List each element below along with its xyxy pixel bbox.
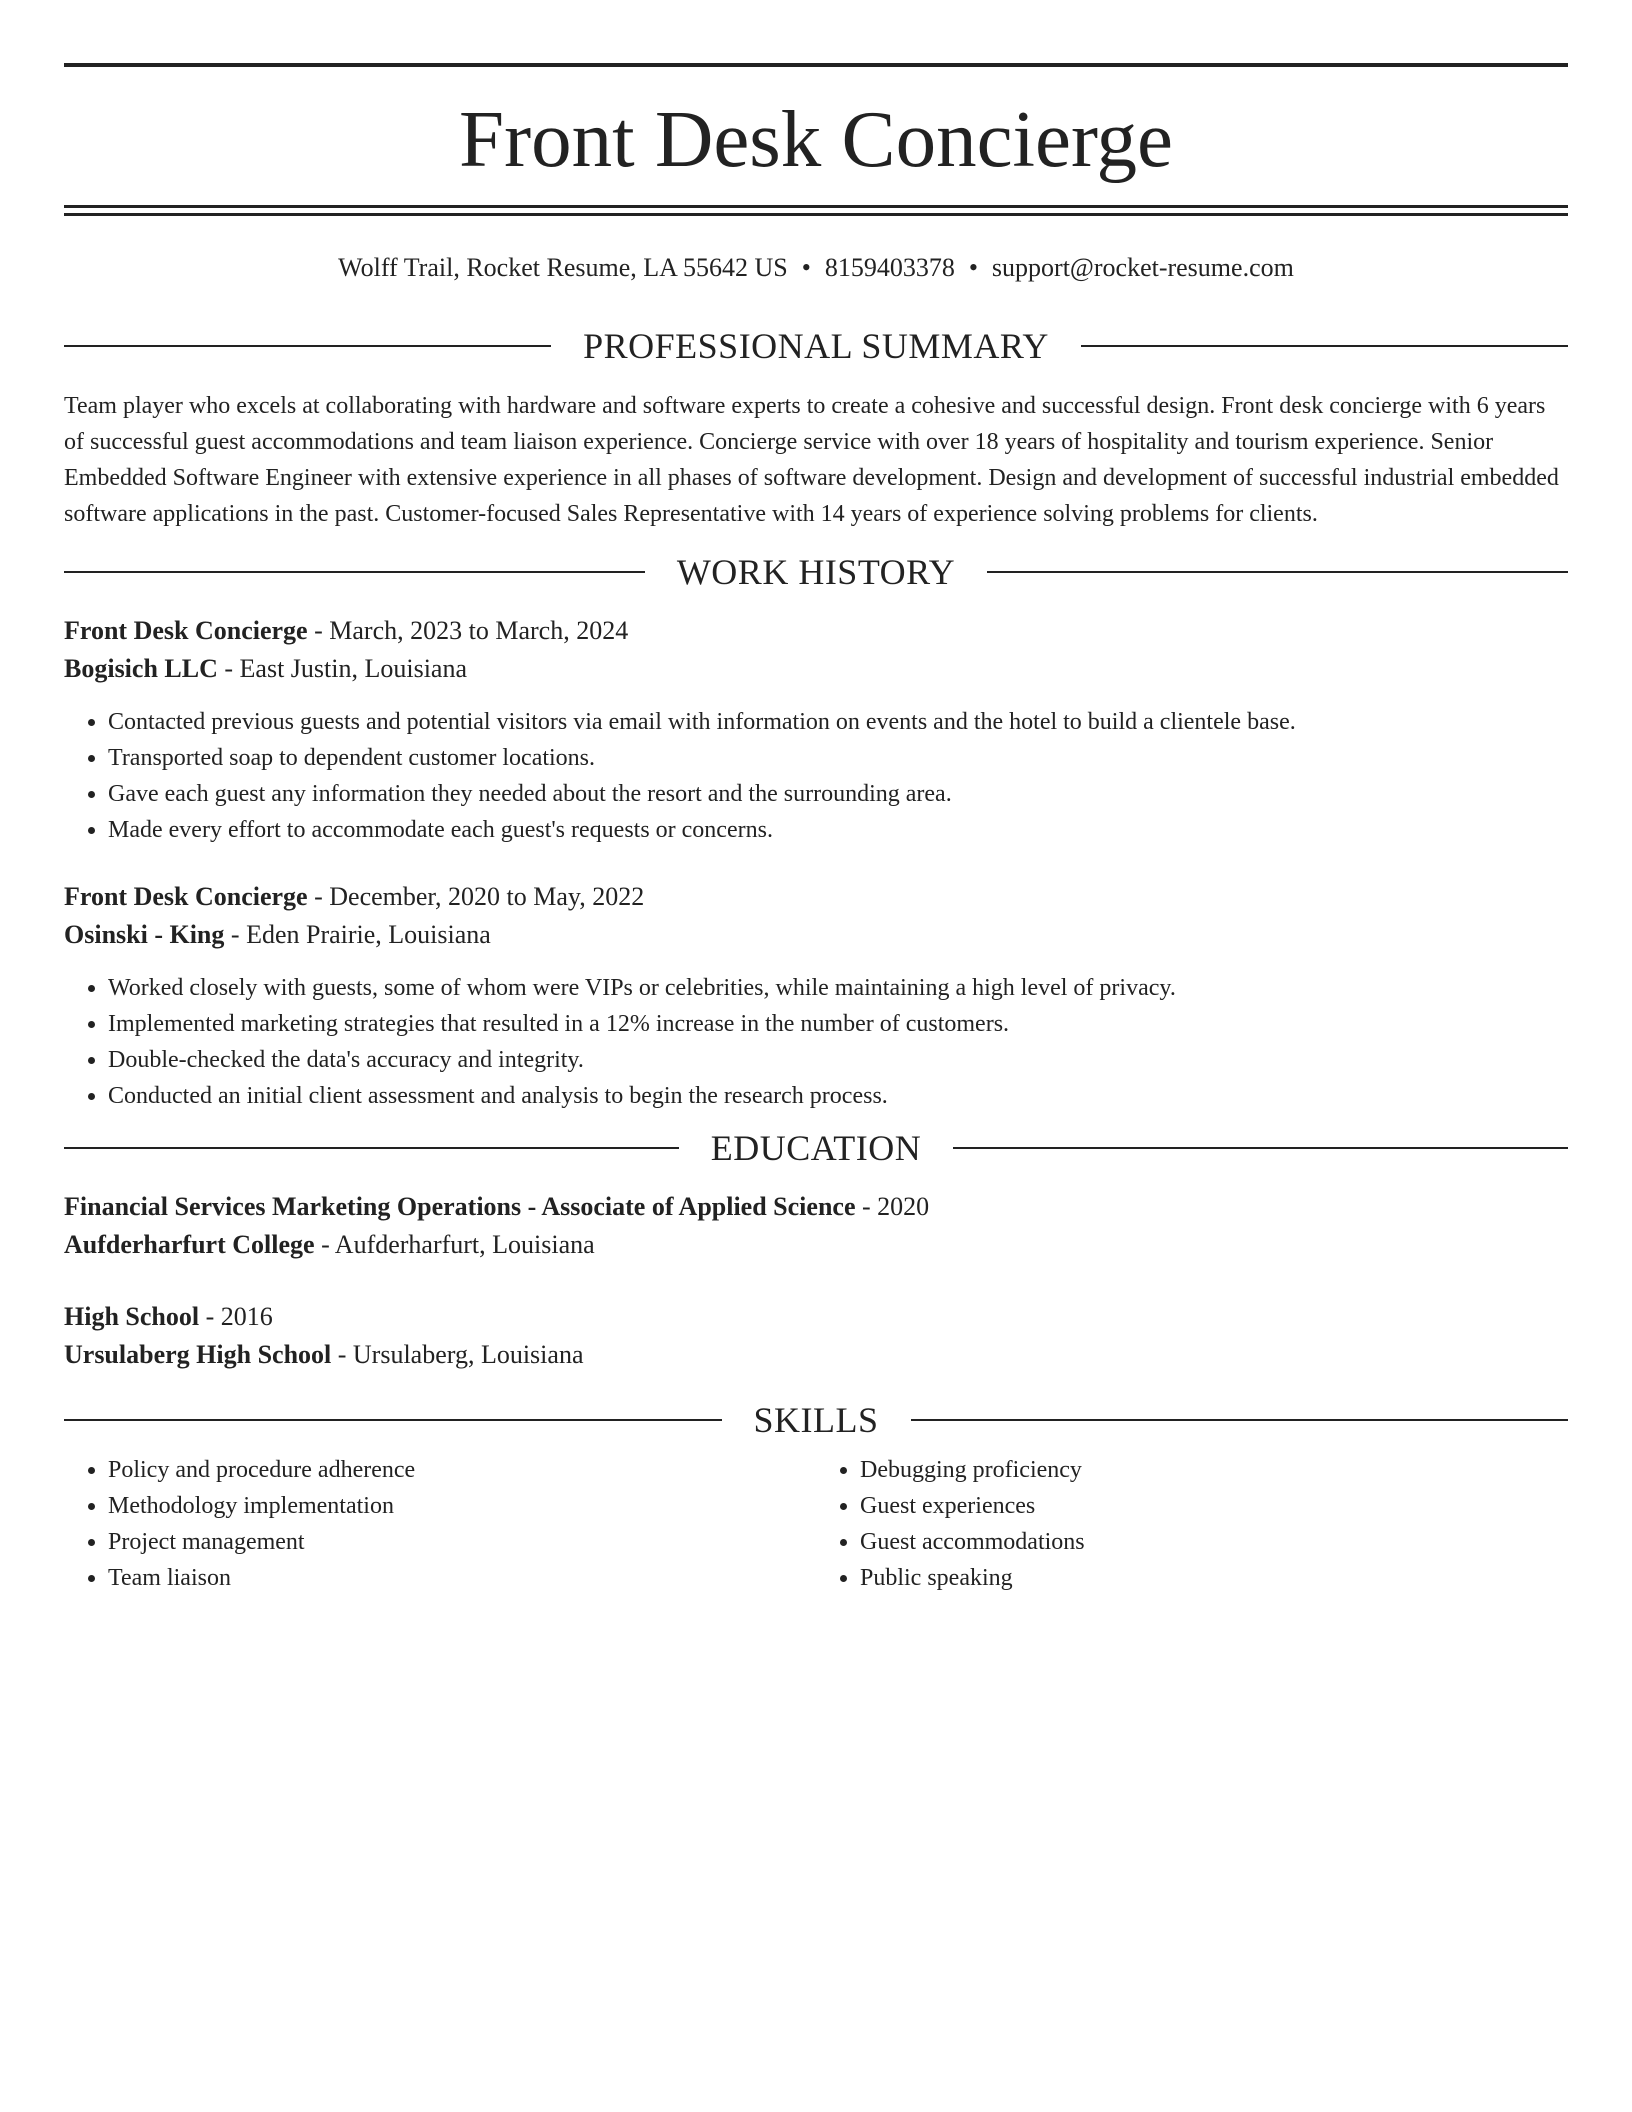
list-item: • Public speaking — [860, 1560, 1568, 1596]
job-location: - Eden Prairie, Louisiana — [224, 920, 491, 949]
education-year: - 2016 — [199, 1302, 273, 1331]
section-heading-skills — [64, 1400, 1568, 1440]
list-item: • Made every effort to accommodate each guest's requests or concerns. — [108, 812, 1568, 848]
heading-rule — [987, 571, 1568, 573]
job-entry — [64, 612, 1568, 848]
contact-phone: 8159403378 — [824, 253, 955, 282]
skills-list — [64, 1452, 1568, 1596]
job-dates: - December, 2020 to May, 2022 — [307, 882, 645, 911]
education-degree-line — [64, 1188, 1568, 1226]
list-item: • Double-checked the data's accuracy and integrity. — [108, 1042, 1568, 1078]
list-item: • Team liaison — [108, 1560, 816, 1596]
list-item: • Transported soap to dependent customer locations. — [108, 740, 1568, 776]
list-item: • Project management — [108, 1524, 816, 1560]
job-entry — [64, 878, 1568, 1114]
skills-column-right — [816, 1452, 1568, 1596]
education-location: - Ursulaberg, Louisiana — [331, 1340, 584, 1369]
education-entry — [64, 1298, 1568, 1374]
contact-separator: • — [801, 253, 811, 282]
education-school-line — [64, 1336, 1568, 1374]
list-item: • Gave each guest any information they needed about the resort and the surrounding area. — [108, 776, 1568, 812]
section-title: PROFESSIONAL SUMMARY — [583, 326, 1049, 366]
job-company: Osinski - King — [64, 920, 225, 949]
list-item: • Worked closely with guests, some of whom were VIPs or celebrities, while maintaining a high level of privacy. — [108, 970, 1568, 1006]
education-school: Ursulaberg High School — [64, 1340, 332, 1369]
job-title-line — [64, 878, 1568, 916]
section-title: EDUCATION — [710, 1128, 922, 1168]
education-entry — [64, 1188, 1568, 1264]
heading-rule — [64, 571, 645, 573]
job-location: - East Justin, Louisiana — [217, 654, 468, 683]
heading-rule — [64, 345, 551, 347]
skills-column-left — [64, 1452, 816, 1596]
professional-summary: Team player who excels at collaborating with hardware and software experts to create a cohesive and successful design. Front desk concierge with 6 years of successful guest accommodations and team liaison experience. Concierge service with over 18 years of hospitality and tourism experience. Senior Embedded Software Engineer with extensive experience in all phases of software development. Design and development of successful industrial embedded software applications in the past. Customer-focused Sales Representative with 14 years of experience solving problems for clients. — [64, 393, 1559, 527]
education-school-line — [64, 1226, 1568, 1264]
heading-rule — [64, 1419, 722, 1421]
list-item: • Methodology implementation — [108, 1488, 816, 1524]
contact-separator: • — [968, 253, 978, 282]
section-title: SKILLS — [753, 1400, 879, 1440]
job-company-line — [64, 916, 1568, 954]
job-bullets — [64, 970, 1568, 1114]
list-item: • Conducted an initial client assessment and analysis to begin the research process. — [108, 1078, 1568, 1114]
education-degree: High School — [64, 1302, 200, 1331]
heading-rule — [911, 1419, 1569, 1421]
job-company: Bogisich LLC — [64, 654, 218, 683]
contact-email: support@rocket-resume.com — [991, 253, 1294, 282]
education-year: - 2020 — [855, 1192, 930, 1221]
job-title-line — [64, 612, 1568, 650]
contact-line — [64, 248, 1568, 288]
education-degree-line — [64, 1298, 1568, 1336]
section-title: WORK HISTORY — [676, 552, 956, 592]
heading-rule — [64, 1147, 679, 1149]
job-company-line — [64, 650, 1568, 688]
list-item: • Policy and procedure adherence — [108, 1452, 816, 1488]
job-title: Front Desk Concierge — [64, 616, 308, 645]
job-title: Front Desk Concierge — [64, 882, 308, 911]
education-location: - Aufderharfurt, Louisiana — [314, 1230, 595, 1259]
heading-rule — [1081, 345, 1568, 347]
resume-name: Front Desk Concierge — [459, 94, 1173, 184]
heading-rule — [953, 1147, 1568, 1149]
list-item: • Debugging proficiency — [860, 1452, 1568, 1488]
list-item: • Implemented marketing strategies that resulted in a 12% increase in the number of customers. — [108, 1006, 1568, 1042]
job-bullets — [64, 704, 1568, 848]
list-item: • Guest experiences — [860, 1488, 1568, 1524]
section-heading-summary — [64, 326, 1568, 366]
double-rule — [64, 205, 1568, 216]
section-heading-education — [64, 1128, 1568, 1168]
list-item: • Contacted previous guests and potential visitors via email with information on events and the hotel to build a clientele base. — [108, 704, 1568, 740]
contact-address: Wolff Trail, Rocket Resume, LA 55642 US — [338, 253, 788, 282]
top-rule — [64, 63, 1568, 67]
section-heading-work — [64, 552, 1568, 592]
list-item: • Guest accommodations — [860, 1524, 1568, 1560]
education-school: Aufderharfurt College — [64, 1230, 315, 1259]
education-degree: Financial Services Marketing Operations - Associate of Applied Science — [64, 1192, 856, 1221]
job-dates: - March, 2023 to March, 2024 — [307, 616, 629, 645]
